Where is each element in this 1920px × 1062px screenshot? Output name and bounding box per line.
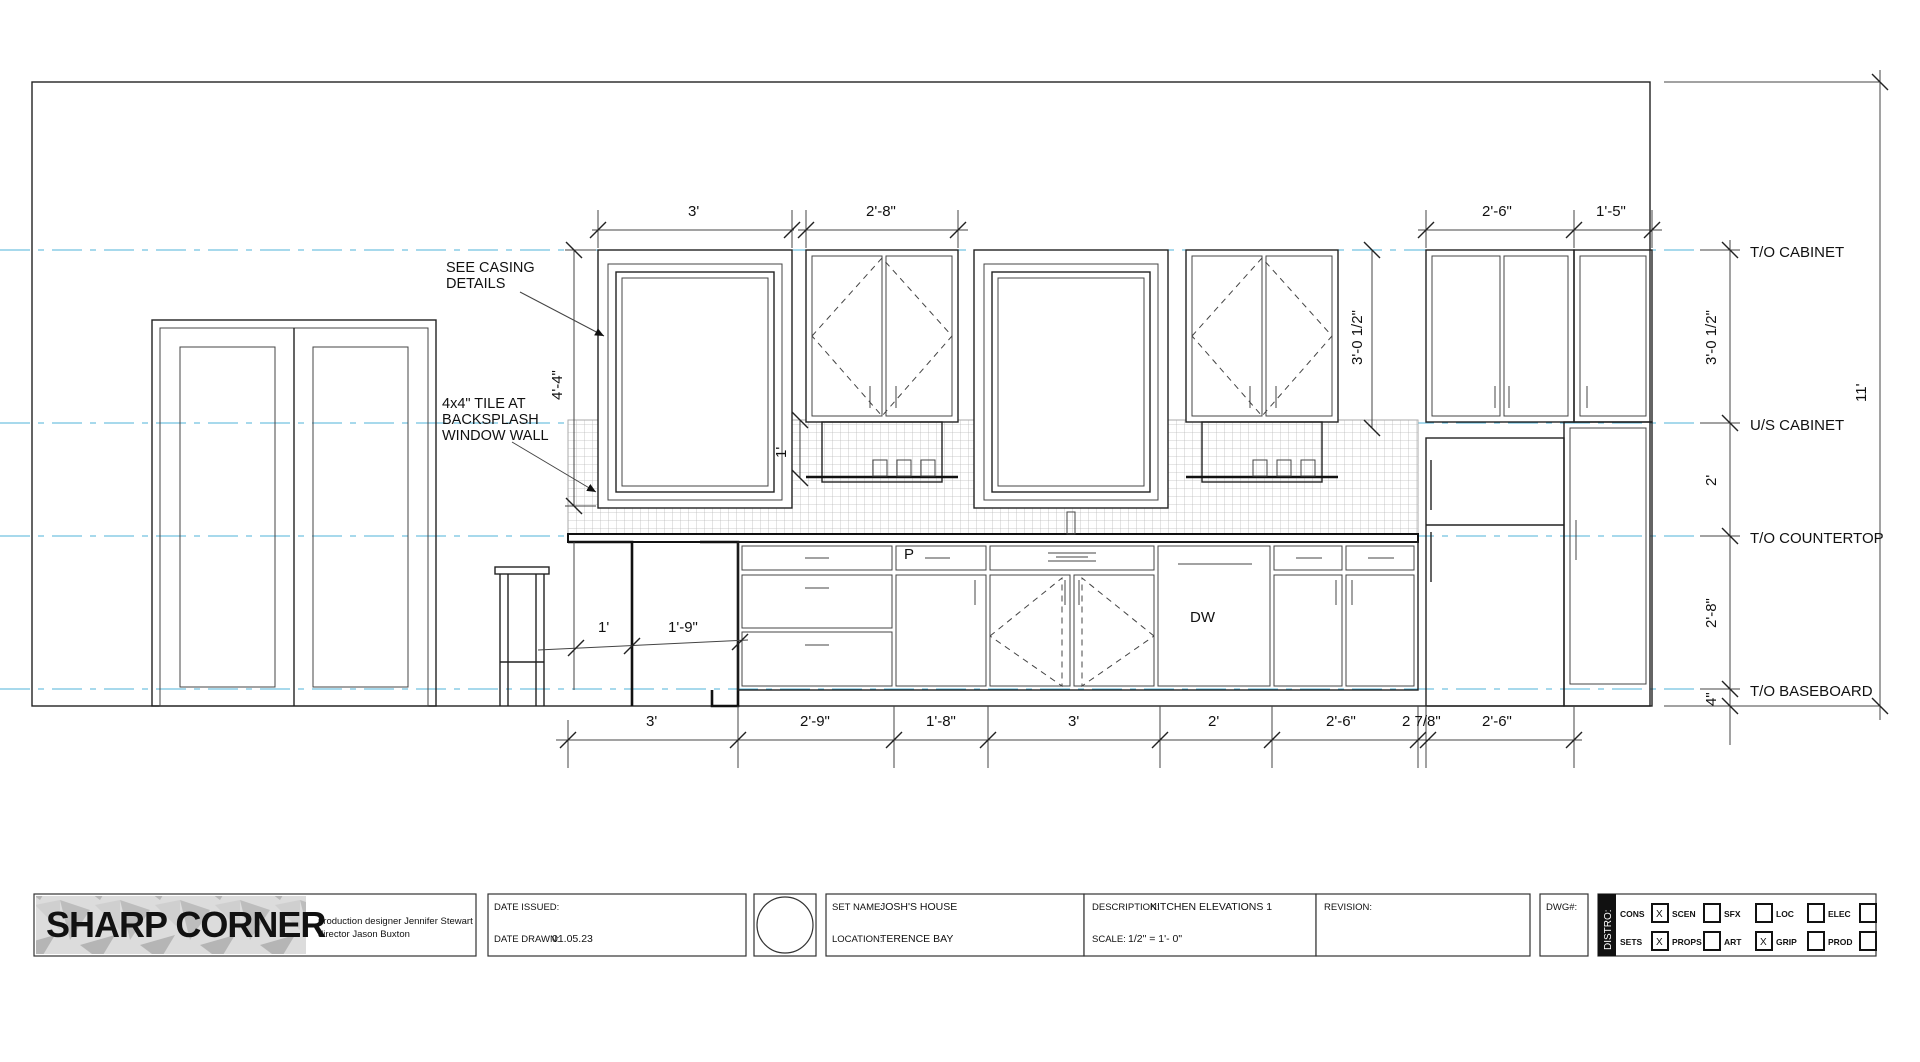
top-dimensions	[590, 203, 1662, 248]
upper-cabinets-right	[1426, 250, 1652, 422]
director-credit: director Jason Buxton	[318, 929, 410, 940]
level-label-underside-cabinet: U/S CABINET	[1750, 417, 1845, 434]
distro-checkbox-loc[interactable]	[1808, 904, 1824, 922]
svg-text:3': 3'	[688, 203, 700, 220]
svg-text:3'-0 1/2": 3'-0 1/2"	[1349, 310, 1366, 365]
distro-check-mark: X	[1760, 937, 1767, 948]
dwg-label: DWG#:	[1546, 902, 1578, 913]
designer-credit: production designer Jennifer Stewart	[318, 916, 473, 927]
distro-check-mark: X	[1656, 909, 1663, 920]
description-value: KITCHEN ELEVATIONS 1	[1150, 901, 1273, 913]
svg-text:1'-9": 1'-9"	[668, 619, 698, 636]
distro-checkbox-grip[interactable]	[1808, 932, 1824, 950]
svg-text:1': 1'	[598, 619, 610, 636]
bottom-dimensions	[556, 706, 1582, 768]
distro-checkbox-scen[interactable]	[1704, 904, 1720, 922]
distro-item-grip: GRIP	[1776, 937, 1797, 947]
double-door	[152, 320, 436, 706]
scale-label: SCALE:	[1092, 934, 1126, 945]
distro-label: DISTRO:	[1603, 909, 1614, 950]
distro-check-mark: X	[1656, 937, 1663, 948]
drawer-p-label: P	[904, 546, 915, 563]
svg-text:WINDOW WALL: WINDOW WALL	[442, 428, 549, 444]
svg-text:DETAILS: DETAILS	[446, 276, 506, 292]
distro-item-prod: PROD	[1828, 937, 1853, 947]
svg-text:BACKSPLASH: BACKSPLASH	[442, 412, 539, 428]
svg-text:2'-6": 2'-6"	[1482, 713, 1512, 730]
scale-value: 1/2" = 1'- 0"	[1128, 933, 1183, 945]
svg-text:2': 2'	[1703, 474, 1720, 486]
date-drawn-label: DATE DRAWN:	[494, 934, 560, 945]
svg-text:4": 4"	[1703, 692, 1720, 706]
bar-stool	[495, 567, 549, 706]
svg-text:1': 1'	[773, 446, 790, 458]
distro-item-sets: SETS	[1620, 937, 1643, 947]
svg-text:2'-6": 2'-6"	[1326, 713, 1356, 730]
svg-text:2'-8": 2'-8"	[866, 203, 896, 220]
tall-pantry	[1564, 422, 1652, 706]
level-label-top-cabinet: T/O CABINET	[1750, 244, 1845, 261]
svg-text:11': 11'	[1853, 383, 1870, 402]
right-level-dimensions	[1664, 70, 1888, 745]
window-left	[598, 250, 792, 508]
distro-checkbox-elec[interactable]	[1860, 904, 1876, 922]
distro-item-sfx: SFX	[1724, 909, 1741, 919]
svg-text:2'-9": 2'-9"	[800, 713, 830, 730]
distro-item-elec: ELEC	[1828, 909, 1851, 919]
revision-label: REVISION:	[1324, 902, 1373, 913]
description-label: DESCRIPTION:	[1092, 902, 1160, 913]
title-block	[34, 894, 1876, 956]
desk-dimensions	[538, 619, 748, 656]
distro-item-loc: LOC	[1776, 909, 1794, 919]
date-issued-label: DATE ISSUED:	[494, 902, 560, 913]
refrigerator	[1426, 438, 1564, 706]
distro-checkbox-props[interactable]	[1704, 932, 1720, 950]
svg-text:1'-8": 1'-8"	[926, 713, 956, 730]
svg-text:3': 3'	[1068, 713, 1080, 730]
svg-text:3': 3'	[646, 713, 658, 730]
location-value: TERENCE BAY	[880, 933, 954, 945]
svg-text:3'-0 1/2": 3'-0 1/2"	[1703, 310, 1720, 365]
company-logo: SHARP CORNER	[46, 904, 326, 945]
svg-text:1'-5": 1'-5"	[1596, 203, 1626, 220]
location-label: LOCATION:	[832, 934, 883, 945]
distro-item-cons: CONS	[1620, 909, 1645, 919]
svg-text:2'-6": 2'-6"	[1482, 203, 1512, 220]
svg-text:4'-4": 4'-4"	[549, 370, 566, 400]
svg-text:2'-8": 2'-8"	[1703, 598, 1720, 628]
distro-item-scen: SCEN	[1672, 909, 1696, 919]
set-name-label: SET NAME:	[832, 902, 884, 913]
window-center	[974, 250, 1168, 508]
level-label-top-countertop: T/O COUNTERTOP	[1750, 530, 1884, 547]
svg-text:4x4" TILE AT: 4x4" TILE AT	[442, 396, 526, 412]
distro-checkbox-prod[interactable]	[1860, 932, 1876, 950]
distro-checkbox-sfx[interactable]	[1756, 904, 1772, 922]
dishwasher-label: DW	[1190, 609, 1215, 626]
svg-text:2 7/8": 2 7/8"	[1402, 713, 1441, 730]
distro-item-props: PROPS	[1672, 937, 1702, 947]
svg-text:SEE CASING: SEE CASING	[446, 260, 535, 276]
svg-text:2': 2'	[1208, 713, 1220, 730]
distro-item-art: ART	[1724, 937, 1742, 947]
level-label-top-baseboard: T/O BASEBOARD	[1750, 683, 1873, 700]
note-casing	[446, 260, 604, 336]
set-name-value: JOSH'S HOUSE	[880, 901, 958, 913]
date-drawn-value: 01.05.23	[552, 933, 593, 945]
